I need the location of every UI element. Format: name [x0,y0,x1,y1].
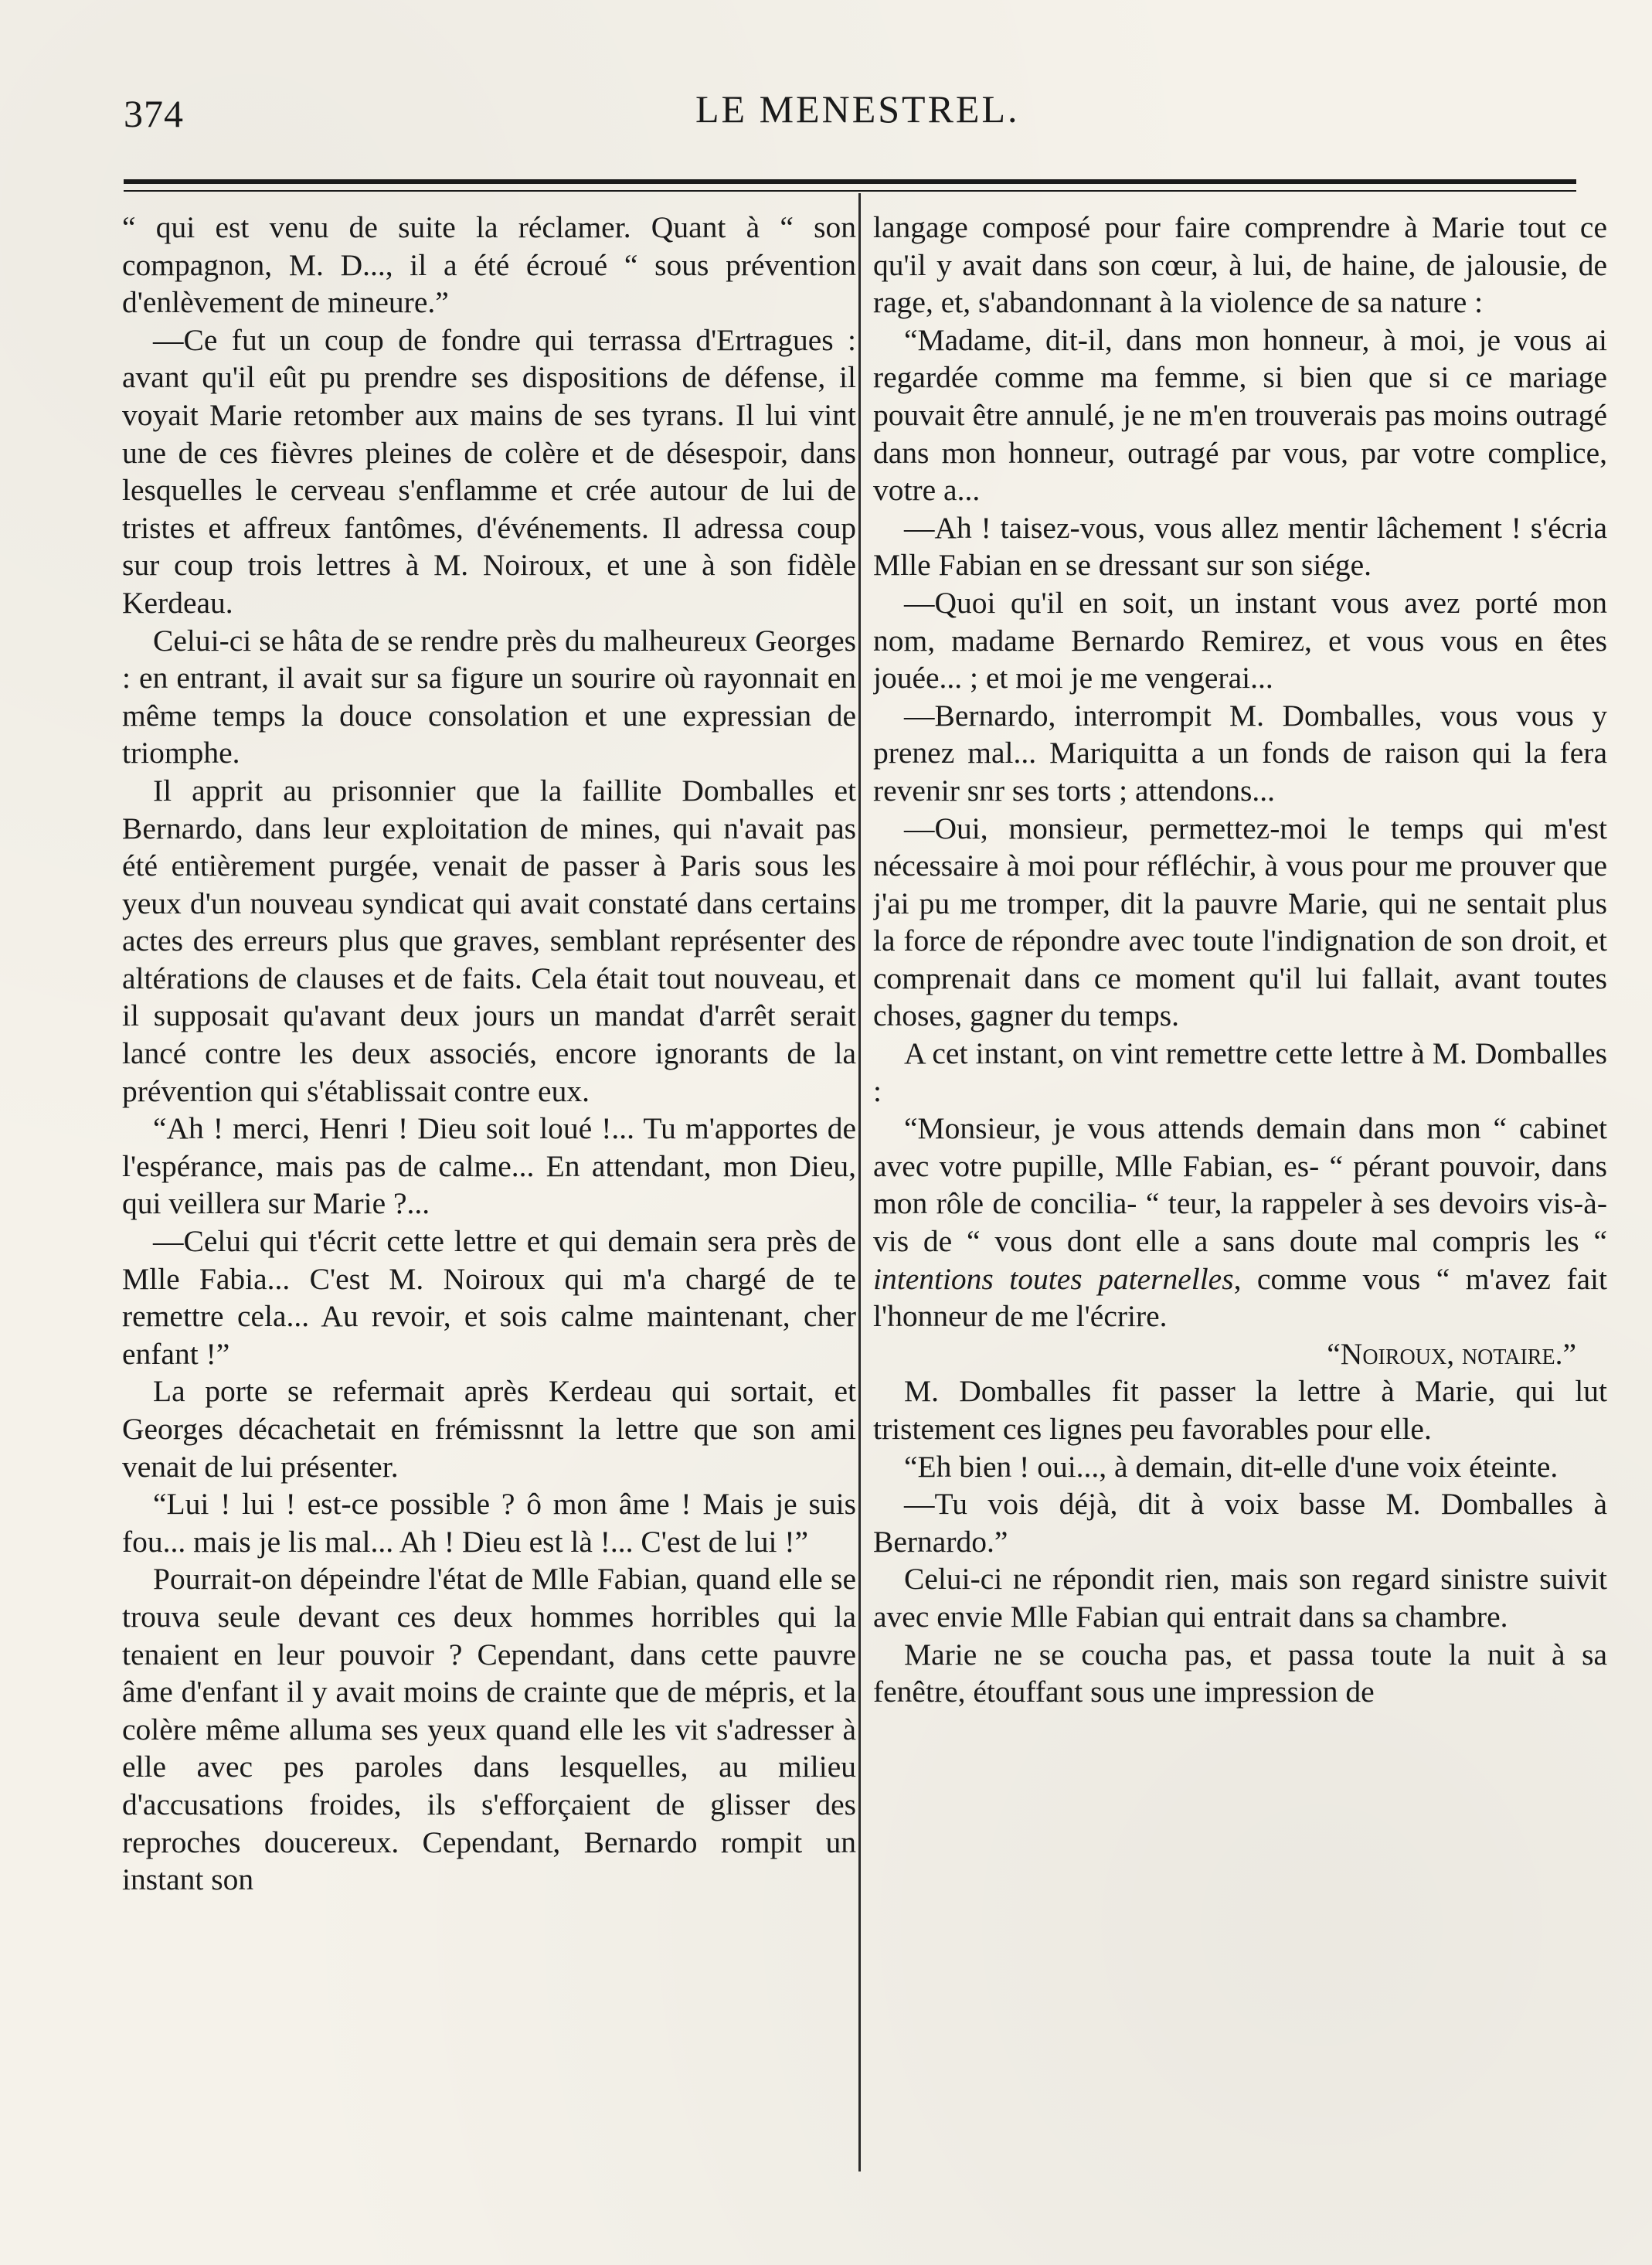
page-number: 374 [124,92,184,135]
paragraph: “Eh bien ! oui..., à demain, dit-elle d'une voix éteinte. [904,1449,1559,1484]
paragraph: —Quoi qu'il en soit, un instant vous avez porté mon nom, madame Bernardo Remirez, et vous vous en êtes jouée... ; et moi je me vengerai... [873,585,1607,695]
paragraph: “Madame, dit-il, dans mon honneur, à moi, je vous ai regardée comme ma femme, si bien que si ce mariage pouvait être annulé, je ne m'en trouverais pas moins outragé dans mon honneur, outragé par vous, par votre complice, votre a... [873,322,1607,508]
paragraph: Celui-ci ne répondit rien, mais son regard sinistre suivit avec envie Mlle Fabian qui entrait dans sa chambre. [873,1562,1607,1634]
paragraph: Celui-ci se hâta de se rendre près du malheureux Georges : en entrant, il avait sur sa figure un sourire où rayonnait en même temps la douce consolation et une expressian de triomphe. [122,623,856,770]
paragraph: —Tu vois déjà, dit à voix basse M. Domballes à Bernardo.” [873,1487,1607,1559]
paragraph: “Ah ! merci, Henri ! Dieu soit loué !... Tu m'apportes de l'espérance, mais pas de calme... En attendant, mon Dieu, qui veillera sur Marie ?... [122,1111,856,1221]
letter-signature: “Noiroux, notaire.” [1327,1336,1576,1371]
paragraph: “ qui est venu de suite la réclamer. Quant à “ son compagnon, M. D..., il a été écroué “ sous prévention d'enlèvement de mineure.” [122,210,856,320]
header-rule-thin [124,190,1576,192]
running-head: LE MENESTREL. [695,87,1020,131]
paragraph: —Bernardo, interrompit M. Domballes, vous vous y prenez mal... Mariquitta a un fonds de raison qui la fera revenir snr ses torts ; attendons... [873,698,1607,808]
paragraph: A cet instant, on vint remettre cette lettre à M. Domballes : [873,1036,1607,1108]
paragraph: “Lui ! lui ! est-ce possible ? ô mon âme ! Mais je suis fou... mais je lis mal... Ah ! Dieu est là !... C'est de lui !” [122,1487,856,1559]
paragraph: —Oui, monsieur, permettez-moi le temps qui m'est nécessaire à moi pour réfléchir, à vous pour me prouver que j'ai pu me tromper, dit la pauvre Marie, qui ne sentait plus la force de répondre avec toute l'indignation de son droit, et comprenait dans ce moment qu'il lui fallait, avant toutes choses, gagner du temps. [873,811,1607,1033]
right-column [873,209,1607,2187]
left-column [122,209,856,2187]
quoted-letter [873,1110,1607,1335]
letter-text: “Monsieur, je vous attends demain dans mon “ cabinet avec votre pupille, Mlle Fabian, es- “ pérant pouvoir, dans mon rôle de concilia- “ teur, la rappeler à ses devoirs vis-à-vis de “ vous dont elle a sans doute mal compris les “ [873,1111,1607,1259]
letter-text: , comme vous “ m'avez fait l'honneur de me l'écrire. [873,1261,1607,1334]
paragraph: M. Domballes fit passer la lettre à Marie, qui lut tristement ces lignes peu favorables pour elle. [873,1374,1607,1446]
paragraph: La porte se refermait après Kerdeau qui sortait, et Georges décachetait en frémissnnt la lettre que son ami venait de lui présenter. [122,1374,856,1484]
paragraph: Il apprit au prisonnier que la faillite Domballes et Bernardo, dans leur exploitation de mines, qui n'avait pas été entièrement purgée, venait de passer à Paris sous les yeux d'un nouveau syndicat qui avait constaté dans certains actes des erreurs plus que graves, semblant représenter des altérations de clauses et de faits. Cela était tout nouveau, et il supposait qu'avant deux jours un mandat d'arrêt serait lancé contre les deux associés, encore ignorants de la prévention qui s'établissait contre eux. [122,773,856,1108]
letter-italic-text: intentions toutes paternelles [873,1261,1234,1296]
paragraph: langage composé pour faire comprendre à Marie tout ce qu'il y avait dans son cœur, à lui, de haine, de jalousie, de rage, et, s'abandonnant à la violence de sa nature : [873,210,1607,320]
paragraph: —Celui qui t'écrit cette lettre et qui demain sera près de Mlle Fabia... C'est M. Noiroux qui m'a chargé de te remettre cela... Au revoir, et sois calme maintenant, cher enfant !” [122,1224,856,1371]
header-rule-thick [124,179,1576,184]
column-divider [858,193,861,2171]
paragraph: —Ah ! taisez-vous, vous allez mentir lâchement ! s'écria Mlle Fabian en se dressant sur son siége. [873,510,1607,583]
paragraph: Pourrait-on dépeindre l'état de Mlle Fabian, quand elle se trouva seule devant ces deux hommes horribles qui la tenaient en leur pouvoir ? Cependant, dans cette pauvre âme d'enfant il y avait moins de crainte que de mépris, et la colère même alluma ses yeux quand elle les vit s'adresser à elle avec pes paroles dans lesquelles, au milieu d'accusations froides, ils s'efforçaient de glisser des reproches doucereux. Cependant, Bernardo rompit un instant son [122,1562,856,1897]
paragraph: Marie ne se coucha pas, et passa toute la nuit à sa fenêtre, étouffant sous une impression de [873,1637,1607,1709]
paragraph: —Ce fut un coup de fondre qui terrassa d'Ertragues : avant qu'il eût pu prendre ses dispositions de défense, il voyait Marie retomber aux mains de ses tyrans. Il lui vint une de ces fièvres pleines de colère et de désespoir, dans lesquelles le cerveau s'enflamme et crée autour de lui de tristes et affreux fantômes, d'événements. Il adressa coup sur coup trois lettres à M. Noiroux, et une à son fidèle Kerdeau. [122,322,856,620]
